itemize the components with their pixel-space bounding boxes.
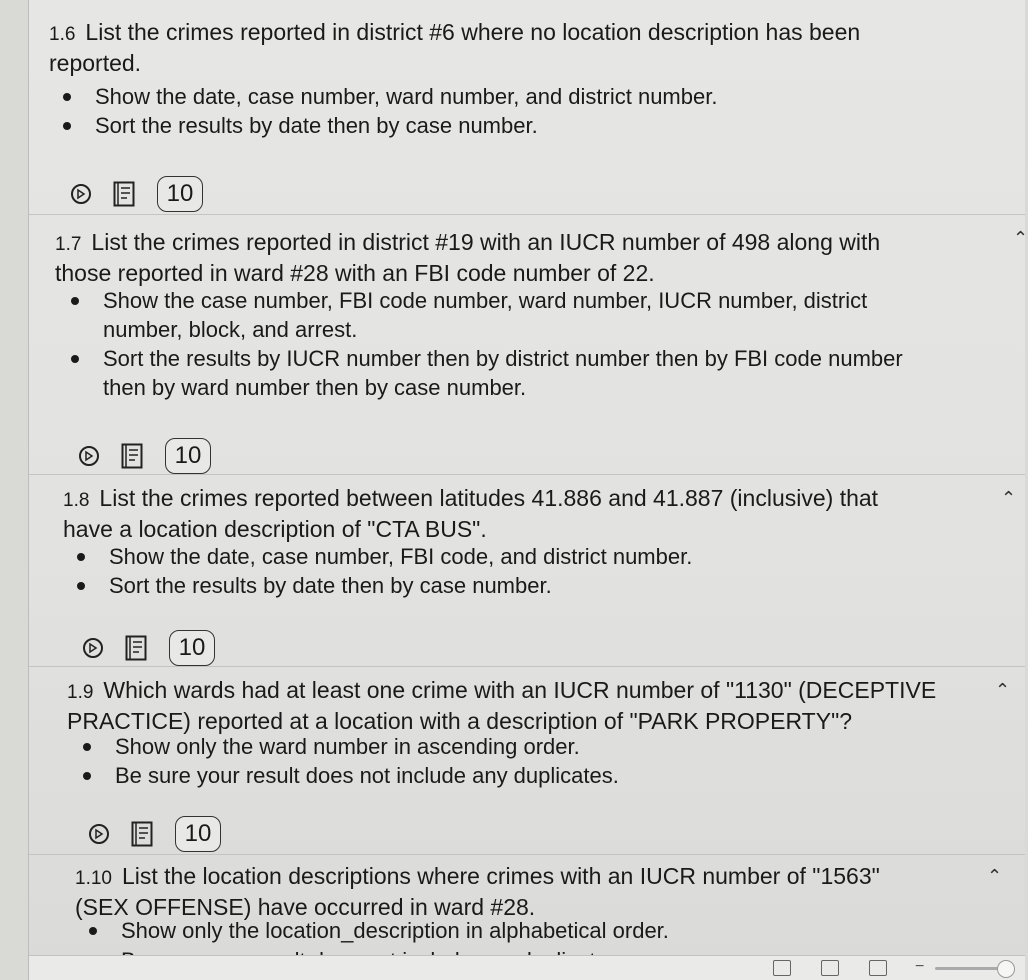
question-text-line-1: List the location descriptions where crimes with an IUCR number of "1563": [121, 863, 880, 889]
question-number: 1.7: [55, 234, 82, 255]
requirement-item: Show only the location_description in alphabetical order.: [83, 916, 669, 945]
play-circle-icon[interactable]: [83, 638, 103, 658]
play-circle-icon[interactable]: [79, 446, 99, 466]
requirements-list: [57, 82, 717, 140]
requirement-item-continued: then by ward number then by case number.: [103, 375, 527, 400]
chevron-up-icon[interactable]: ⌃: [987, 866, 1003, 886]
question-text-line-1: List the crimes reported between latitudes 41.886 and 41.887 (inclusive) that: [99, 485, 879, 511]
status-bar: [29, 955, 1025, 980]
question-1-6: [29, 0, 1025, 215]
question-text-line-2: PRACTICE) reported at a location with a description of "PARK PROPERTY"?: [67, 708, 853, 734]
question-prompt: [55, 228, 880, 288]
chevron-up-icon[interactable]: ⌃: [1001, 488, 1017, 508]
points-badge: 10: [157, 176, 203, 212]
requirements-list: [77, 732, 619, 790]
question-prompt: [63, 484, 878, 544]
question-number: 1.6: [49, 24, 76, 45]
requirement-item: Sort the results by date then by case number.: [57, 111, 717, 140]
question-text-line-1: List the crimes reported in district #6 where no location description has been: [85, 19, 861, 45]
requirement-item: Show only the ward number in ascending order.: [77, 732, 619, 761]
requirement-item-continued: number, block, and arrest.: [103, 317, 358, 342]
question-text-line-2: have a location description of "CTA BUS".: [63, 516, 487, 542]
question-prompt: [75, 862, 880, 922]
requirement-item: Show the date, case number, FBI code, and district number.: [71, 542, 692, 571]
notebook-icon[interactable]: [121, 443, 143, 469]
notebook-icon[interactable]: [113, 181, 135, 207]
requirements-list: [65, 286, 903, 402]
zoom-out-icon[interactable]: −: [915, 958, 925, 975]
notebook-icon[interactable]: [131, 821, 153, 847]
question-text-line-2: those reported in ward #28 with an FBI code number of 22.: [55, 260, 655, 286]
play-circle-icon[interactable]: [71, 184, 91, 204]
question-text-line-2: (SEX OFFENSE) have occurred in ward #28.: [75, 894, 536, 920]
requirement-item: Show the case number, FBI code number, ward number, IUCR number, district: [65, 286, 903, 315]
points-badge: 10: [169, 630, 215, 666]
question-number: 1.10: [75, 868, 112, 889]
zoom-slider-knob[interactable]: [997, 960, 1015, 978]
question-controls: [71, 174, 203, 214]
question-number: 1.8: [63, 490, 90, 511]
reading-view-icon[interactable]: [869, 960, 887, 976]
requirements-list: [71, 542, 692, 600]
requirement-item: Be sure your result does not include any duplicates.: [77, 761, 619, 790]
question-controls: [83, 628, 215, 668]
question-prompt: [49, 18, 860, 78]
notebook-icon[interactable]: [125, 635, 147, 661]
chevron-up-icon[interactable]: ⌃: [1013, 228, 1028, 248]
points-badge: 10: [165, 438, 211, 474]
worksheet-page: [28, 0, 1028, 980]
chevron-up-icon[interactable]: ⌃: [995, 680, 1011, 700]
grid-view-icon[interactable]: [773, 960, 791, 976]
question-number: 1.9: [67, 682, 94, 703]
question-text-line-2: reported.: [49, 50, 142, 76]
question-controls: [79, 436, 211, 476]
question-1-8: [29, 474, 1025, 667]
play-circle-icon[interactable]: [89, 824, 109, 844]
question-text-line-1: Which wards had at least one crime with an IUCR number of "1130" (DECEPTIVE: [103, 677, 937, 703]
requirement-item: Sort the results by date then by case number.: [71, 571, 692, 600]
requirement-item: Show the date, case number, ward number, and district number.: [57, 82, 717, 111]
question-1-9: [29, 666, 1025, 855]
page-view-icon[interactable]: [821, 960, 839, 976]
question-text-line-1: List the crimes reported in district #19 with an IUCR number of 498 along with: [91, 229, 881, 255]
question-prompt: [67, 676, 936, 736]
question-1-7: [29, 214, 1028, 475]
requirements-list: [83, 916, 669, 945]
requirement-item: Sort the results by IUCR number then by district number then by FBI code number: [65, 344, 903, 373]
question-controls: [89, 814, 221, 854]
points-badge: 10: [175, 816, 221, 852]
